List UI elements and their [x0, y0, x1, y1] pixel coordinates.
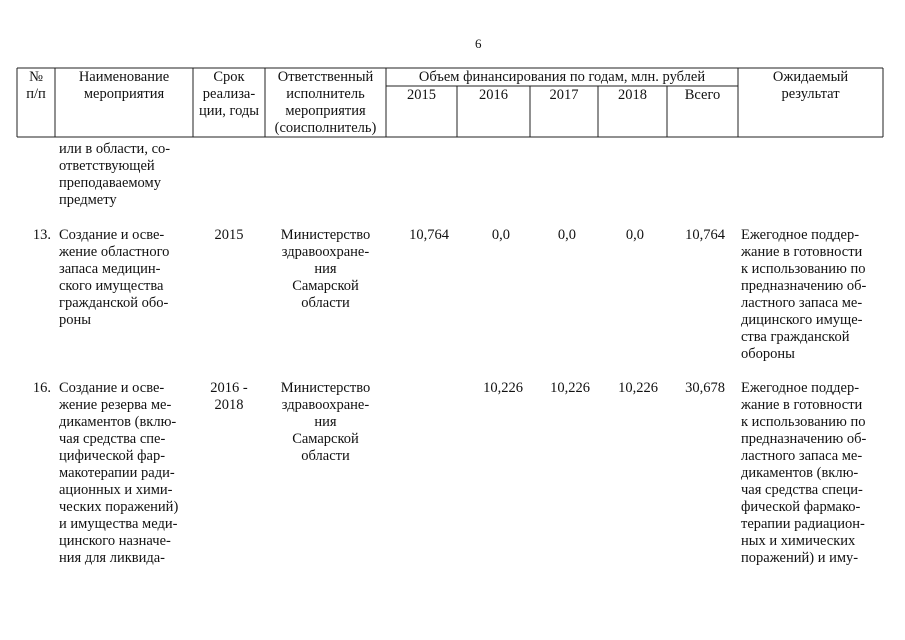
- header-year-2017: 2017: [549, 87, 579, 103]
- header-total: Всего: [684, 87, 721, 103]
- row-13-value-2016: 0,0: [491, 227, 510, 243]
- row-16-value-total: 30,678: [685, 380, 725, 396]
- row-13-period: 2015: [214, 227, 244, 243]
- header-executor: Ответственный исполнитель мероприятия (соисполнитель): [274, 69, 377, 136]
- header-result: Ожидаемый результат: [772, 69, 849, 102]
- row-16-value-2016: 10,226: [483, 380, 523, 396]
- row-16-value-2017: 10,226: [550, 380, 590, 396]
- header-num: № п/п: [26, 69, 46, 102]
- row-16-name: Создание и осве- жение резерва ме- дикаментов (вклю- чая средства спе- цифической фар- макотерапии ради- ационных и хими- ческих поражений) и имущества меди- цинского назначе- ния для ликвида-: [59, 380, 179, 566]
- row-continuation-name: или в области, со- ответствующей преподаваемому предмету: [59, 141, 171, 208]
- header-period: Срок реализа- ции, годы: [198, 69, 260, 119]
- header-year-2018: 2018: [618, 87, 647, 103]
- row-16-num: 16.: [32, 380, 51, 396]
- row-13-value-2017: 0,0: [557, 227, 576, 243]
- row-13-value-2015: 10,764: [409, 227, 449, 243]
- row-13-num: 13.: [32, 227, 51, 243]
- header-year-2015: 2015: [407, 87, 436, 103]
- row-16-executor: Министерство здравоохране- ния Самарской области: [280, 380, 371, 464]
- row-13-value-2018: 0,0: [625, 227, 644, 243]
- row-13-executor: Министерство здравоохране- ния Самарской области: [280, 227, 371, 311]
- header-name: Наименование мероприятия: [78, 69, 170, 102]
- row-13-result: Ежегодное поддер- жание в готовности к использованию по предназначению об- ластного запаса ме- дицинского имуще- ства гражданской обороны: [741, 227, 867, 362]
- page-number: 6: [475, 36, 482, 51]
- row-13-name: Создание и осве- жение областного запаса медицин- ского имущества гражданской обо- роны: [59, 227, 170, 328]
- row-16-result: Ежегодное поддер- жание в готовности к использованию по предназначению об- ластного запаса ме- дикаментов (вклю- чая средства специ- фической фармако- терапии радиацион- ных и химических поражений) и иму-: [741, 380, 867, 566]
- row-16-value-2018: 10,226: [618, 380, 658, 396]
- header-funding: Объем финансирования по годам, млн. рублей: [418, 69, 706, 85]
- row-13-value-total: 10,764: [685, 227, 725, 243]
- header-year-2016: 2016: [479, 87, 508, 103]
- row-16-period: 2016 - 2018: [210, 380, 248, 413]
